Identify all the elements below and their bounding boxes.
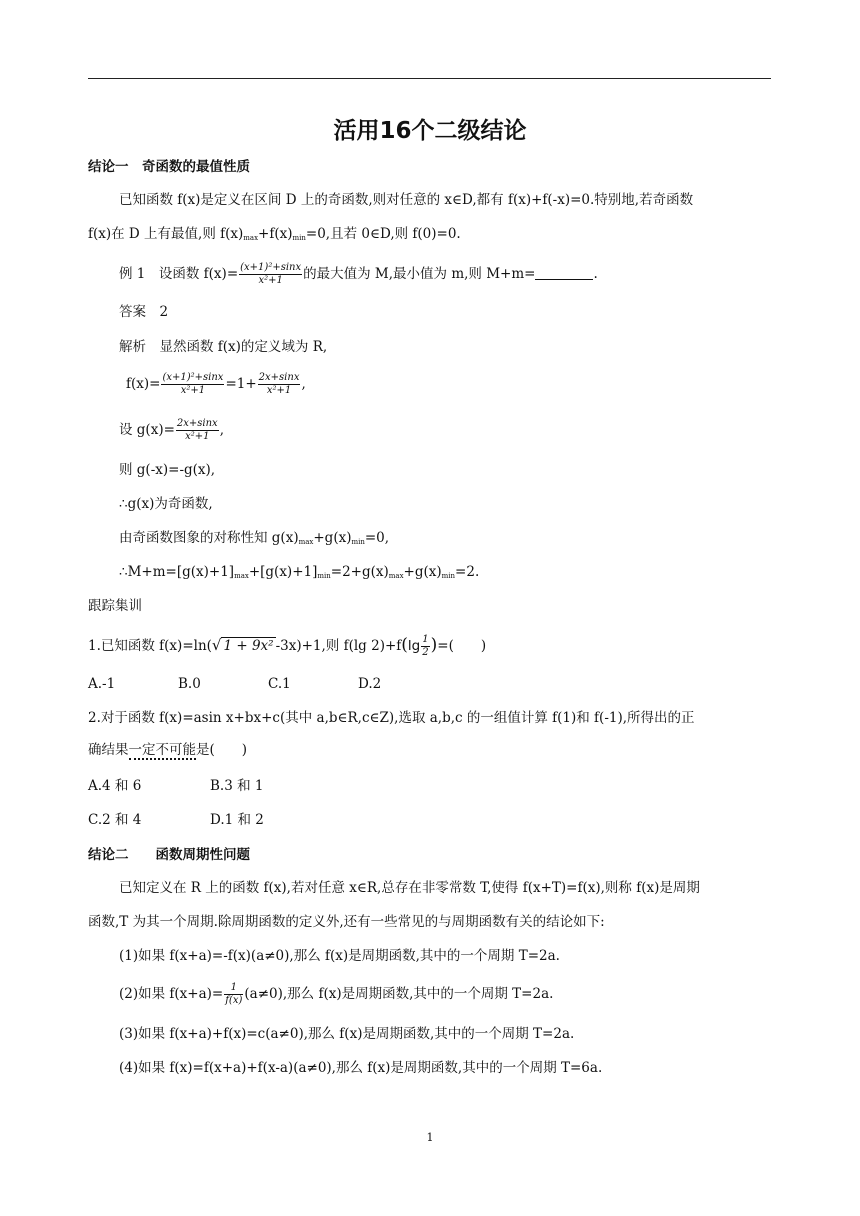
q2-option-b[interactable]: B.3 和 1 (210, 778, 264, 794)
section2-heading: 结论二 函数周期性问题 (88, 847, 250, 863)
section1-para-2: f(x)在 D 上有最值,则 $f(x)_{max}+f(x)_{min}=0$,且若 0∈D,则 f(0)=0. (88, 226, 461, 242)
question-1-options (88, 674, 448, 694)
section2-para-2: 函数,T 为其一个周期.除周期函数的定义外,还有一些常见的与周期函数有关的结论如下: (88, 914, 605, 930)
q1-option-c[interactable]: C.1 (268, 676, 291, 692)
section1-heading: 结论一 奇函数的最值性质 (88, 159, 250, 175)
practice-heading: 跟踪集训 (88, 598, 142, 614)
period-item-4: (4)如果 f(x)=f(x+a)+f(x-a)(a≠0),那么 f(x)是周期函数,其中的一个周期 T=6a. (119, 1060, 603, 1076)
g-definition: 设 g(x)= $\frac{2x+\sin x}{\text{x²+1}}$ , (119, 418, 224, 442)
q2-option-c[interactable]: C.2 和 4 (88, 812, 142, 828)
q1-option-b[interactable]: B.0 (178, 676, 201, 692)
period-item-2: (2)如果 f(x+a)= $\frac{1}{f(x)}$ (a≠0),那么 f(x)是周期函数,其中的一个周期 T=2a. (119, 982, 554, 1006)
example-1: 例 1 设函数 f(x)= $\frac{\text{(x+1)²+sinx}}{\text{x²+1}}$ 的最大值为 M,最小值为 m,则 M+m= . (119, 262, 598, 286)
question-2-line-1: 2.对于函数 f(x)=asin x+bx+c(其中 a,b∈R,c∈Z),选取 a,b,c 的一组值计算 f(1)和 f(-1),所得出的正 (88, 710, 695, 726)
result-line: $\therefore M+m=[g(x)+1]_{max}+[g(x)+1]_{min}=2+g(x)_{max}+g(x)_{min}=2$. (119, 564, 480, 580)
q2-option-d[interactable]: D.1 和 2 (210, 812, 264, 828)
analysis-line: 解析 显然函数 f(x)的定义域为 R, (119, 339, 328, 355)
question-2-options-row-2 (88, 810, 332, 830)
emphasis-text: 一定不可能 (128, 742, 196, 758)
symmetry-line: 由奇函数图象的对称性知 $g(x)_{max}+g(x)_{min}=0$, (119, 530, 390, 546)
answer-line: 答案 2 (119, 304, 169, 320)
section2-para-1: 已知定义在 R 上的函数 f(x),若对任意 x∈R,总存在非零常数 T,使得 f(x+T)=f(x),则称 f(x)是周期 (119, 880, 700, 896)
q1-option-d[interactable]: D.2 (358, 676, 382, 692)
question-2-line-2: 确结果一定不可能是( ) (88, 742, 248, 758)
odd-conclusion: ∴g(x)为奇函数, (119, 496, 213, 512)
q2-option-a[interactable]: A.4 和 6 (88, 778, 142, 794)
example-fraction: $\frac{\text{(x+1)²+sinx}}{\text{x²+1}}$ (240, 262, 302, 286)
answer-blank (535, 265, 593, 280)
f-expansion: f(x)= $\frac{\text{(x+1)²+sinx}}{\text{x²+1}}$ =1+ $\frac{2x+\sin x}{\text{x²+1}}$ , (126, 372, 306, 396)
question-2-options-row-1 (88, 776, 332, 796)
question-1: 1.已知函数 f(x)=ln(√ 1 + 9x² -3x)+1,则 f(lg 2)+f(lg $\frac{1}{2}$ )=( ) (88, 634, 487, 658)
q1-option-a[interactable]: A.-1 (88, 676, 116, 692)
odd-check: 则 g(-x)=-g(x), (119, 462, 216, 478)
period-item-3: (3)如果 f(x+a)+f(x)=c(a≠0),那么 f(x)是周期函数,其中的一个周期 T=2a. (119, 1026, 575, 1042)
header-rule (88, 78, 771, 79)
page-title: 活用16个二级结论 (333, 118, 527, 144)
section1-para-1: 已知函数 f(x)是定义在区间 D 上的奇函数,则对任意的 x∈D,都有 f(x)+f(-x)=0.特别地,若奇函数 (119, 192, 694, 208)
period-item-1: (1)如果 f(x+a)=-f(x)(a≠0),那么 f(x)是周期函数,其中的一个周期 T=2a. (119, 948, 560, 964)
page-number: 1 (426, 1131, 434, 1144)
